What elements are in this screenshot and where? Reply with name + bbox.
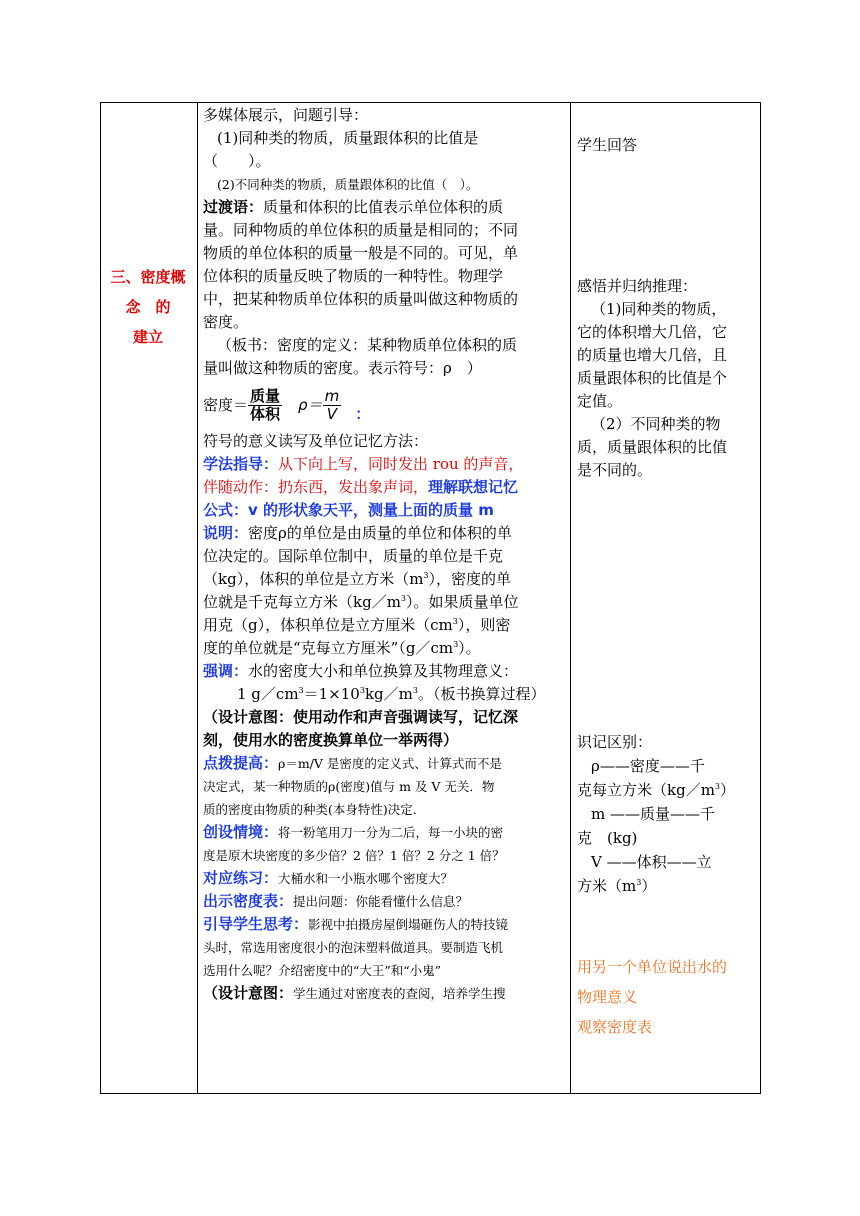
text-line: 用克（g），体积单位是立方厘米（cm	[203, 616, 453, 634]
text-line: 从下向上写，同时发出 rou 的声音，	[278, 455, 524, 473]
text-line: 学生回答	[577, 136, 638, 154]
text-line: ρ——密度——千	[591, 757, 705, 775]
exercise-label: 对应练习：	[203, 869, 279, 887]
text-line: (1)同种类的物质，质量跟体积的比值是	[217, 129, 479, 147]
guide-label: 引导学生思考：	[203, 915, 309, 933]
superscript: 3	[359, 686, 365, 695]
text-line: 度的单位就是“克每立方厘米”（g／cm	[203, 639, 454, 657]
formula-rho: ρ＝	[298, 395, 323, 414]
student-observe-block	[577, 952, 757, 1042]
text-line: 用另一个单位说出水的	[577, 958, 728, 976]
text-line: ）	[641, 877, 657, 895]
text-line: ），密度的单	[428, 570, 512, 588]
text-line: （2）不同种类的物	[591, 415, 721, 433]
student-reasoning-block	[577, 275, 757, 482]
text-line: 质量跟体积的比值是个	[577, 369, 728, 387]
text-line: 感悟并归纳推理：	[577, 277, 698, 295]
text-line: ρ＝m/V 是密度的定义式、计算式而不是	[278, 756, 502, 771]
text-line: 伴随动作：扔东西，发出象声词，	[203, 478, 429, 496]
superscript: 3	[714, 782, 721, 791]
text-line: ＝1×10	[303, 685, 360, 703]
text-line: 理解联想记忆	[428, 478, 519, 496]
text-line: 是不同的。	[577, 461, 653, 479]
text-line: kg／m	[364, 685, 413, 703]
formula-numerator-m: m	[324, 386, 340, 405]
text-line: 公式：v 的形状象天平，测量上面的质量 m	[203, 501, 494, 519]
text-line: 质量和体积的比值表示单位体积的质	[263, 198, 504, 216]
text-line: 密度ρ的单位是由质量的单位和体积的单	[248, 524, 512, 542]
text-line: （1)同种类的物质，	[591, 300, 727, 318]
design-intent: 刻，使用水的密度换算单位一举两得）	[203, 731, 459, 749]
formula-numerator-mass: 质量	[250, 386, 281, 405]
transition-label: 过渡语：	[203, 198, 264, 216]
superscript: 3	[400, 594, 407, 603]
text-line: V ——体积——立	[591, 853, 712, 871]
superscript: 3	[636, 878, 642, 887]
text-line: 决定式，某一种物质的ρ(密度)值与 m 及 V 无关．物	[203, 779, 495, 794]
section-title	[100, 262, 196, 352]
lesson-table	[100, 102, 761, 1094]
text-line: 将一粉笔用刀一分为二后，每一小块的密	[278, 825, 504, 840]
column-divider-2	[570, 102, 571, 1094]
text-line: 它的体积增大几倍，它	[577, 323, 728, 341]
text-line: 质，质量跟体积的比值	[577, 438, 728, 456]
text-line: 位决定的。国际单位制中，质量的单位是千克	[203, 547, 504, 565]
table-border-left	[100, 102, 101, 1094]
text-line: 符号的意义读写及单位记忆方法：	[203, 432, 429, 450]
column-divider-1	[197, 102, 198, 1094]
method-label: 学法指导：	[203, 455, 279, 473]
text-line: 度是原木块密度的多少倍？2 倍？1 倍？2 分之 1 倍？	[203, 848, 505, 863]
emphasis-label: 强调：	[203, 662, 249, 680]
text-line: 定值。	[577, 392, 623, 410]
superscript: 3	[298, 686, 304, 695]
text-line: m ——质量——千	[591, 805, 715, 823]
blackboard-note: （板书：密度的定义：某种物质单位体积的质	[217, 336, 518, 354]
blackboard-note: 量叫做这种物质的密度。表示符号：ρ ）	[203, 359, 482, 377]
text-line: (2)不同种类的物质，质量跟体积的比值（ ）。	[217, 177, 479, 192]
superscript: 3	[452, 617, 458, 626]
text-line: 识记区别：	[577, 733, 653, 751]
formula-fraction-symbols	[323, 388, 342, 423]
text-line: 影视中拍摄房屋倒塌砸伤人的特技镜	[308, 917, 509, 932]
text-line: （kg），体积的单位是立方米（m	[203, 570, 424, 588]
text-line: 多媒体展示，问题引导：	[203, 106, 369, 124]
text-line: 1 g／cm	[237, 685, 299, 703]
student-memorize-block	[577, 730, 757, 898]
design-intent: （设计意图：使用动作和声音强调读写，记忆深	[203, 708, 519, 726]
text-line: 克 (kg)	[577, 829, 638, 847]
text-line: 观察密度表	[577, 1018, 653, 1036]
formula-fraction-words	[248, 388, 282, 423]
text-line: ）。	[458, 639, 481, 657]
text-line: 物理意义	[577, 988, 638, 1006]
text-line: 物质的单位体积的质量一般是不同的。可见，单	[203, 244, 519, 262]
text-line: 提出问题：你能看懂什么信息？	[293, 894, 469, 909]
text-line: 位就是千克每立方米（kg／m	[203, 593, 401, 611]
section-title-line-2: 念 的	[125, 298, 171, 316]
text-line: 方米（m	[577, 877, 637, 895]
formula-colon: ：	[355, 404, 371, 423]
text-line: 质的密度由物质的种类(本身特性)决定.	[203, 802, 417, 817]
text-line: 的质量也增大几倍，且	[577, 346, 728, 364]
section-title-line-1: 三、密度概	[110, 268, 186, 286]
table-border-bottom	[100, 1093, 761, 1094]
density-formula	[203, 380, 570, 430]
text-line: 水的密度大小和单位换算及其物理意义：	[248, 662, 519, 680]
text-line: ），则密	[457, 616, 511, 634]
formula-density-word: 密度＝	[203, 395, 249, 414]
text-line: 密度。	[203, 313, 249, 331]
text-line: （ ）。	[203, 152, 271, 170]
table-border-top	[100, 102, 761, 103]
text-line: 量。同种物质的单位体积的质量是相同的；不同	[203, 221, 519, 239]
superscript: 3	[423, 571, 429, 580]
text-line: 位体积的质量反映了物质的一种特性。物理学	[203, 267, 504, 285]
text-line: 克每立方米（kg／m	[577, 781, 715, 799]
explanation-label: 说明：	[203, 524, 249, 542]
formula-denominator-v: V	[326, 404, 337, 423]
text-line: 大桶水和一小瓶水哪个密度大？	[278, 871, 454, 886]
section-title-line-3: 建立	[132, 328, 163, 346]
density-table-label: 出示密度表：	[203, 892, 294, 910]
text-line: 头时，常选用密度很小的泡沫塑料做道具。要制造飞机	[203, 940, 504, 955]
text-line: ）。如果质量单位	[406, 593, 519, 611]
formula-denominator-volume: 体积	[250, 404, 281, 423]
hint-label: 点拨提高：	[203, 754, 279, 772]
student-answer-block	[577, 134, 757, 157]
table-border-right	[760, 102, 761, 1094]
design-intent-label: （设计意图：	[203, 984, 294, 1002]
text-line: 选用什么呢？介绍密度中的“大王”和“小鬼”	[203, 963, 442, 978]
teacher-activity-column	[203, 104, 570, 1005]
scenario-label: 创设情境：	[203, 823, 279, 841]
text-line: 。（板书换算过程）	[417, 685, 546, 703]
text-line: 学生通过对密度表的查阅，培养学生搜	[293, 986, 506, 1001]
superscript: 3	[412, 686, 418, 695]
text-line: 中，把某种物质单位体积的质量叫做这种物质的	[203, 290, 519, 308]
text-line: ）	[720, 781, 736, 799]
superscript: 3	[453, 640, 459, 649]
